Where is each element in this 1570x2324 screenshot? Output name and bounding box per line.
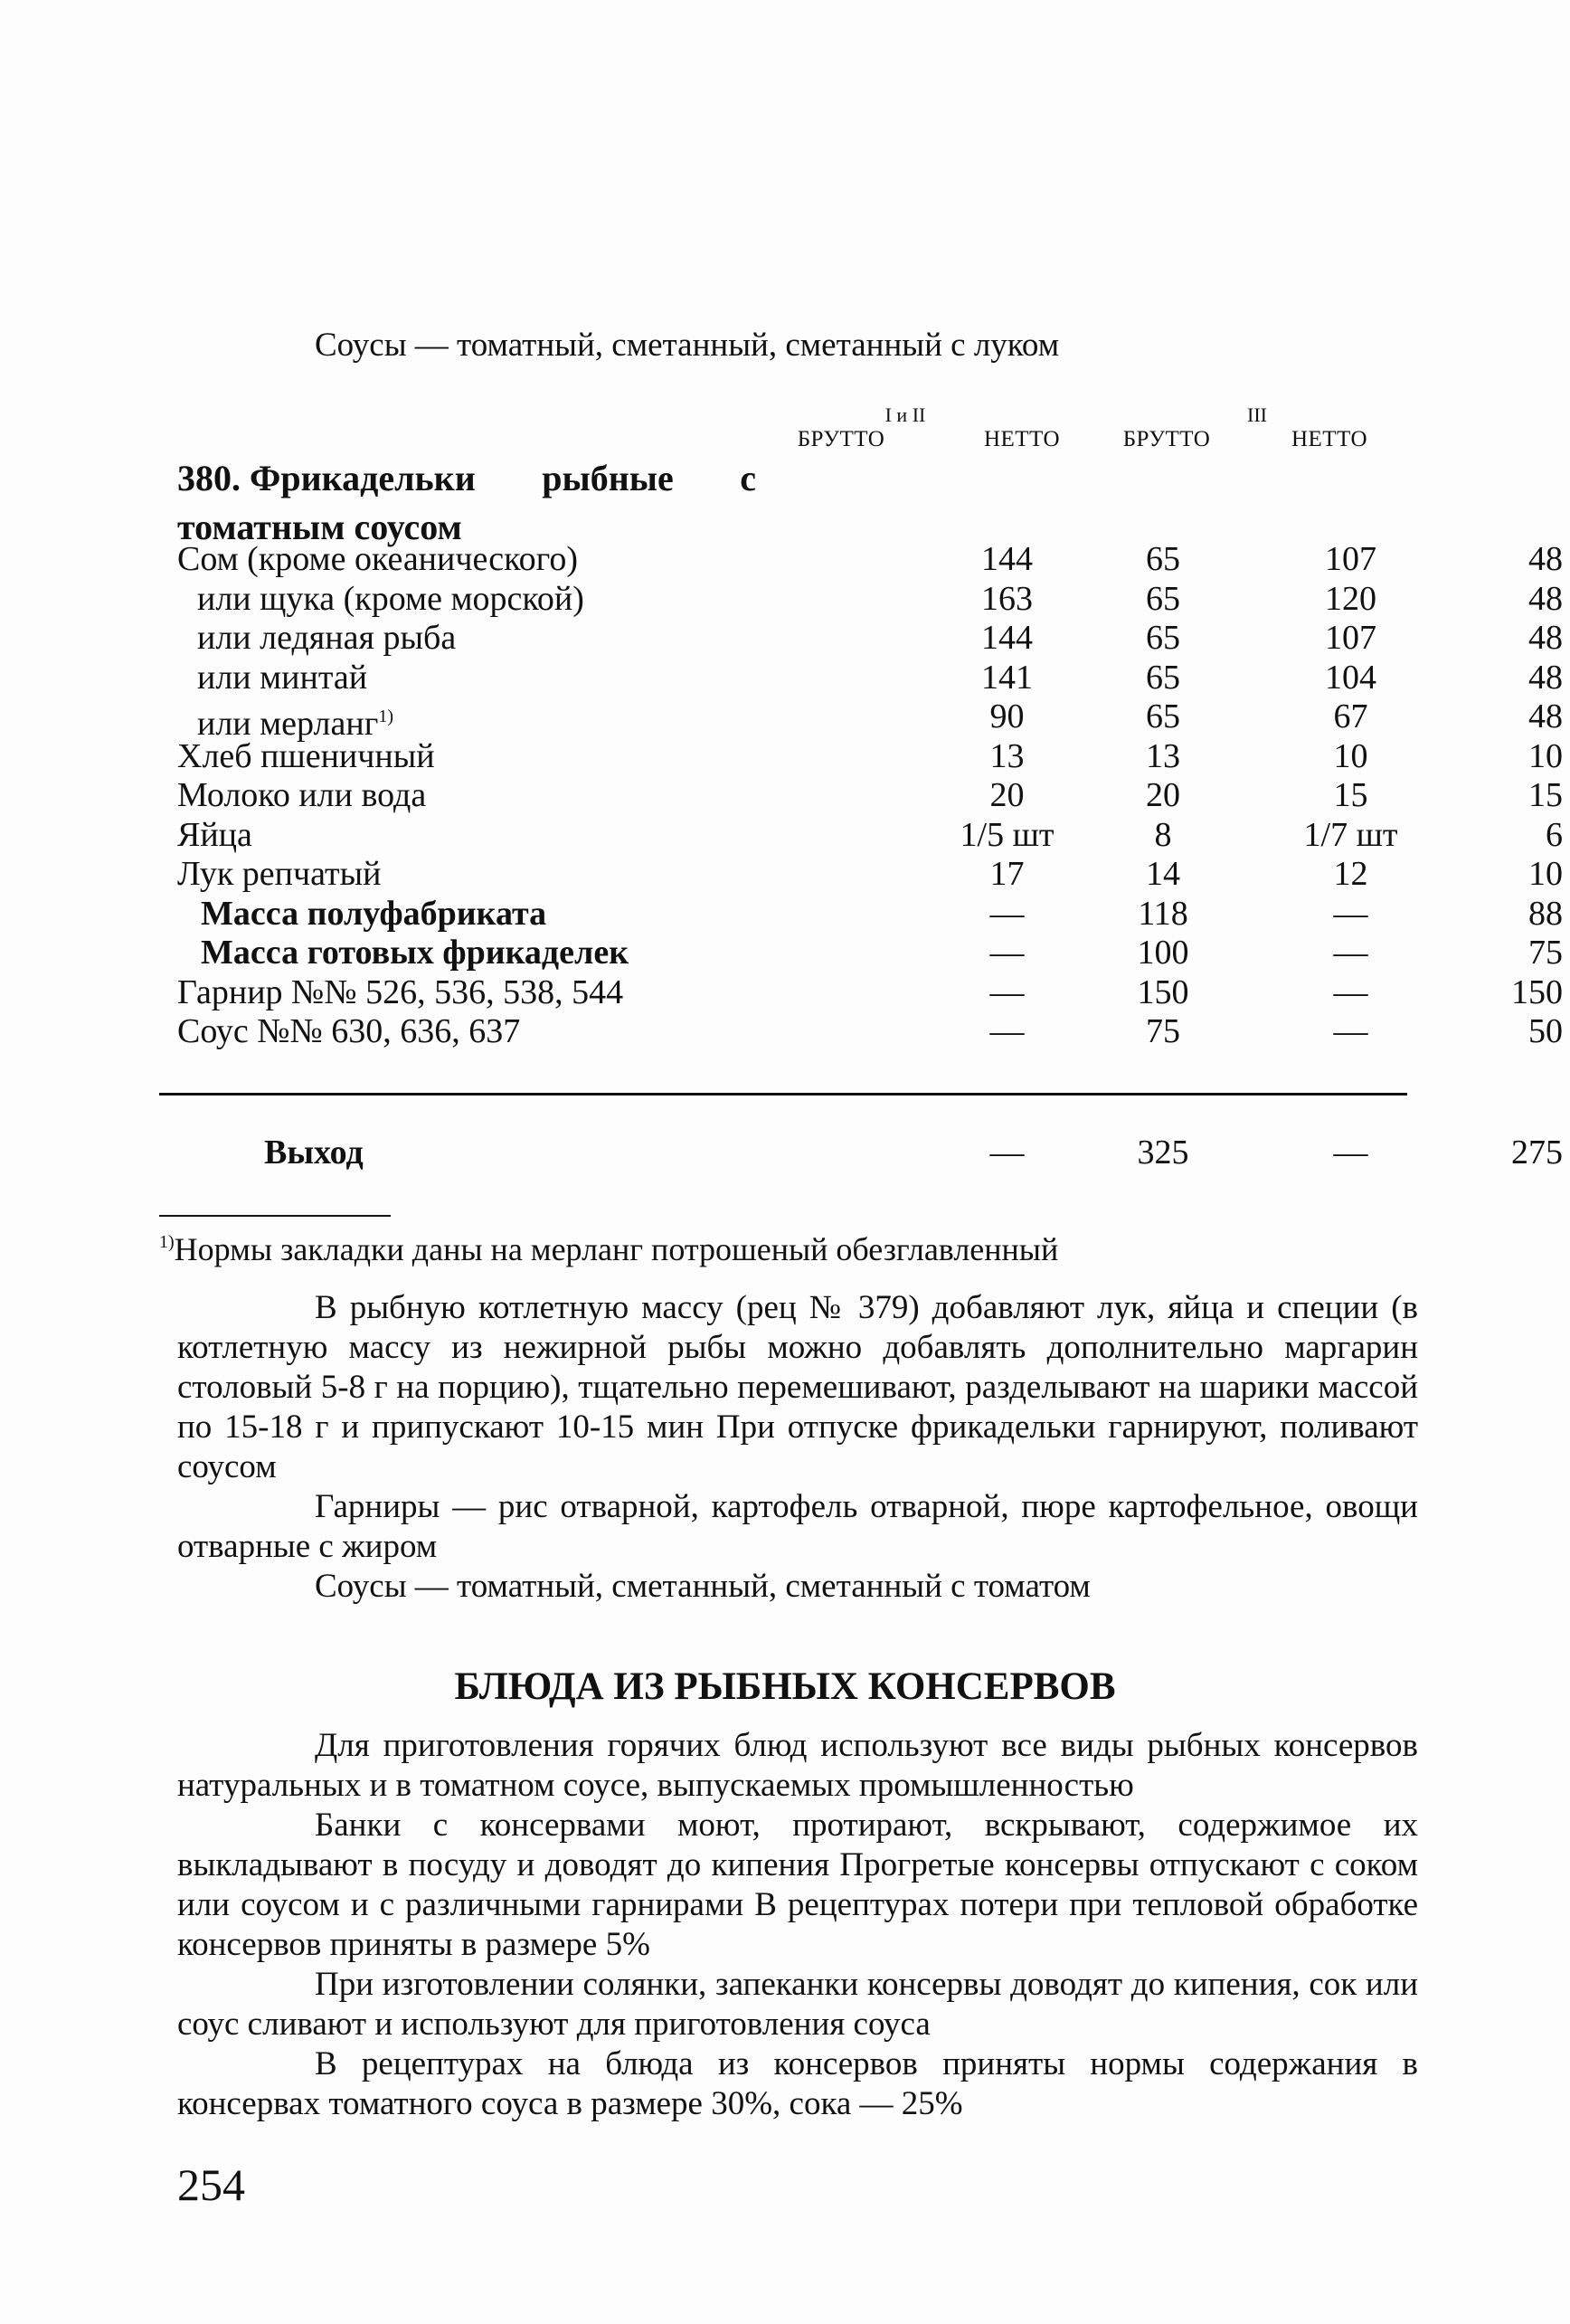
yield-netto-1: 325 bbox=[1137, 1134, 1189, 1171]
table-cell: 10 bbox=[1333, 736, 1368, 775]
table-cell: — bbox=[1333, 894, 1368, 933]
recipe-title-line-2: томатным соусом bbox=[177, 507, 462, 547]
yield-label: Выход bbox=[264, 1134, 364, 1171]
table-cell: 48 bbox=[1528, 579, 1563, 618]
table-cell: 163 bbox=[981, 579, 1033, 618]
paragraph-norms: В рецептурах на блюда из консервов приняты нормы содержания в консервах томатного соуса в размере 30%, сока — 25% bbox=[177, 2045, 1418, 2122]
table-cell: 65 bbox=[1146, 579, 1180, 618]
table-cell: 88 bbox=[1528, 894, 1563, 933]
table-cell: 120 bbox=[1325, 579, 1376, 618]
table-cell: 150 bbox=[1137, 972, 1189, 1011]
table-row bbox=[177, 658, 1563, 697]
table-cell: 75 bbox=[1146, 1012, 1180, 1050]
table-cell: 1/5 шт bbox=[960, 815, 1055, 854]
paragraph-canned-intro: Для приготовления горячих блюд используют все виды рыбных консервов натуральных и в томатном соусе, выпускаемых промышленностью bbox=[177, 1727, 1418, 1804]
table-cell: 144 bbox=[981, 619, 1033, 657]
table-cell: 48 bbox=[1528, 658, 1563, 697]
yield-brutto-1: — bbox=[989, 1134, 1025, 1171]
table-row bbox=[177, 854, 1563, 894]
table-cell: 65 bbox=[1146, 658, 1180, 697]
ingredient-name: Яйца bbox=[177, 815, 252, 854]
table-cell: 20 bbox=[989, 776, 1025, 814]
table-row bbox=[177, 697, 1563, 743]
table-cell: — bbox=[989, 934, 1025, 972]
table-cell: 118 bbox=[1138, 894, 1188, 933]
table-cell: 104 bbox=[1325, 658, 1376, 697]
ingredient-name: Соус №№ 630, 636, 637 bbox=[177, 1012, 521, 1050]
group-header-1: I и II bbox=[884, 403, 926, 426]
table-cell: — bbox=[1333, 934, 1368, 972]
table-cell: 141 bbox=[981, 658, 1033, 697]
footnote-marker: 1) bbox=[159, 1232, 175, 1252]
table-row bbox=[177, 1011, 1563, 1051]
table-cell: 65 bbox=[1146, 619, 1180, 657]
paragraph-sauces: Соусы — томатный, сметанный, сметанный с томатом bbox=[315, 1568, 1091, 1605]
table-cell: 14 bbox=[1146, 855, 1180, 893]
table-cell: 12 bbox=[1333, 855, 1368, 893]
footnote bbox=[159, 1230, 1058, 1268]
table-cell: — bbox=[989, 972, 1025, 1011]
recipe-title bbox=[177, 454, 756, 552]
yield-netto-2: 275 bbox=[1511, 1134, 1563, 1171]
table-cell: — bbox=[1333, 972, 1368, 1011]
table-cell: 17 bbox=[989, 855, 1025, 893]
ingredient-name: Молоко или вода bbox=[177, 776, 427, 814]
table-cell: 107 bbox=[1325, 619, 1376, 657]
table-cell: 1/7 шт bbox=[1303, 815, 1398, 854]
table-cell: 13 bbox=[1146, 736, 1180, 775]
ingredient-name: Хлеб пшеничный bbox=[177, 736, 435, 775]
table-cell: 15 bbox=[1333, 776, 1368, 814]
table-row bbox=[177, 815, 1563, 855]
ingredient-name: Лук репчатый bbox=[177, 855, 382, 893]
footnote-ref: 1) bbox=[378, 707, 393, 726]
table-cell: 75 bbox=[1528, 934, 1563, 972]
table-cell: 50 bbox=[1528, 1012, 1563, 1050]
table-row bbox=[177, 539, 1563, 579]
ingredient-name: Масса полуфабриката bbox=[201, 894, 547, 933]
recipe-number: 380. bbox=[177, 458, 241, 498]
table-row bbox=[177, 933, 1563, 972]
section-heading: БЛЮДА ИЗ РЫБНЫХ КОНСЕРВОВ bbox=[454, 1665, 1116, 1708]
table-cell: 150 bbox=[1511, 972, 1563, 1011]
table-cell: 48 bbox=[1528, 697, 1563, 735]
yield-brutto-2: — bbox=[1333, 1134, 1368, 1171]
table-row bbox=[177, 972, 1563, 1012]
recipe-title-word-1: Фрикадельки bbox=[250, 458, 476, 498]
table-row bbox=[177, 775, 1563, 815]
table-cell: 20 bbox=[1146, 776, 1180, 814]
col-header-brutto-1: БРУТТО bbox=[797, 427, 885, 451]
table-cell: 65 bbox=[1146, 697, 1180, 735]
table-cell: 48 bbox=[1528, 619, 1563, 657]
table-row bbox=[177, 736, 1563, 776]
table-cell: 90 bbox=[989, 697, 1025, 735]
table-bottom-rule bbox=[159, 1093, 1407, 1096]
table-cell: 10 bbox=[1528, 855, 1563, 893]
page-number: 254 bbox=[177, 2159, 245, 2210]
table-cell: 8 bbox=[1154, 815, 1172, 854]
group-header-2: III bbox=[1247, 403, 1267, 426]
col-header-netto-2: НЕТТО bbox=[1291, 427, 1368, 451]
table-cell: — bbox=[989, 894, 1025, 933]
table-cell: 67 bbox=[1333, 697, 1368, 735]
table-row bbox=[177, 618, 1563, 658]
table-row bbox=[177, 894, 1563, 934]
table-cell: 65 bbox=[1146, 540, 1180, 578]
ingredient-name: или минтай bbox=[197, 658, 368, 697]
paragraph-canned-prep: Банки с консервами моют, протирают, вскрывают, содержимое их выкладывают в посуду и доводят до кипения Прогретые консервы отпускают с соком или соусом и с различными гарнирами В рецептурах потери при тепловой обработке консервов приняты в размере 5% bbox=[177, 1807, 1418, 1963]
table-cell: 6 bbox=[1546, 815, 1563, 854]
recipe-title-word-3: с bbox=[740, 458, 756, 498]
yield-row bbox=[177, 1133, 1563, 1172]
ingredient-name: Гарнир №№ 526, 536, 538, 544 bbox=[177, 972, 624, 1011]
paragraph-solyanka: При изготовлении солянки, запеканки консервы доводят до кипения, сок или соус сливают и используют для приготовления соуса bbox=[177, 1966, 1418, 2043]
ingredient-name: или щука (кроме морской) bbox=[197, 579, 584, 618]
table-cell: 15 bbox=[1528, 776, 1563, 814]
table-cell: 107 bbox=[1325, 540, 1376, 578]
ingredient-name: или мерланг bbox=[197, 705, 379, 743]
table-cell: 10 bbox=[1528, 736, 1563, 775]
paragraph-preparation: В рыбную котлетную массу (рец № 379) добавляют лук, яйца и специи (в котлетную массу из нежирной рыбы можно добавлять дополнительно маргарин столовый 5-8 г на порцию), тщательно перемешивают, разделывают на шарики массой по 15-18 г и припускают 10-15 мин При отпуске фрикадельки гарнируют, поливают соусом bbox=[177, 1289, 1418, 1485]
table-cell: 48 bbox=[1528, 540, 1563, 578]
top-sauces-line: Соусы — томатный, сметанный, сметанный с луком bbox=[315, 327, 1060, 364]
paragraph-garnish: Гарниры — рис отварной, картофель отварной, пюре картофельное, овощи отварные с жиром bbox=[177, 1488, 1418, 1565]
ingredient-name: Сом (кроме океанического) bbox=[177, 540, 578, 578]
ingredient-name: Масса готовых фрикаделек bbox=[201, 934, 629, 972]
col-header-brutto-2: БРУТТО bbox=[1122, 427, 1211, 451]
table-cell: — bbox=[1333, 1012, 1368, 1050]
ingredient-name: или ледяная рыба bbox=[197, 619, 457, 657]
table-cell: 144 bbox=[981, 540, 1033, 578]
footnote-text: Нормы закладки даны на мерланг потрошеный обезглавленный bbox=[174, 1231, 1059, 1267]
table-cell: 13 bbox=[989, 736, 1025, 775]
table-cell: — bbox=[989, 1012, 1025, 1050]
table-cell: 100 bbox=[1137, 934, 1189, 972]
recipe-title-word-2: рыбные bbox=[542, 458, 674, 498]
footnote-rule bbox=[159, 1215, 391, 1217]
col-header-netto-1: НЕТТО bbox=[983, 427, 1061, 451]
table-row bbox=[177, 579, 1563, 619]
